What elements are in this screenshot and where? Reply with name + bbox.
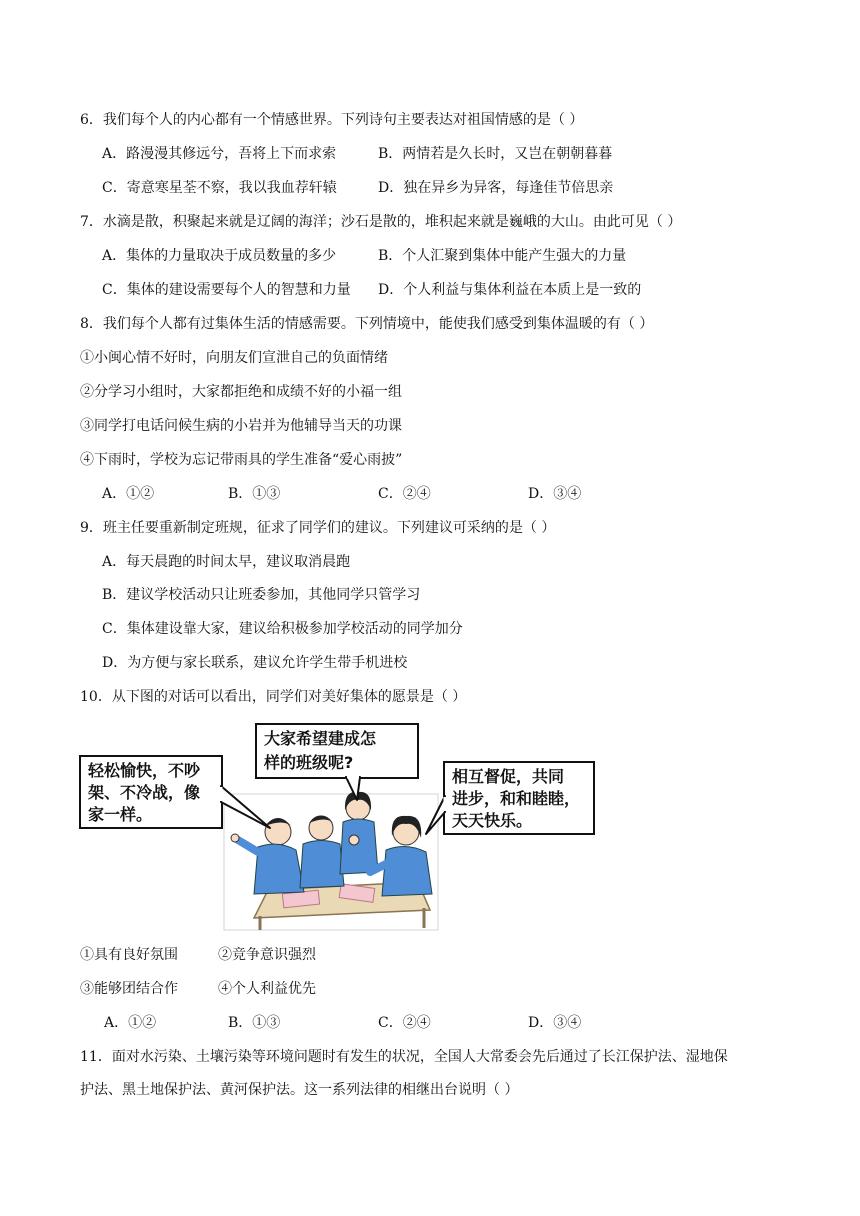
q8-statement-2: ②分学习小组时，大家都拒绝和成绩不好的小福一组 [80, 384, 402, 400]
q7-option-b: B．个人汇聚到集体中能产生强大的力量 [378, 248, 627, 264]
q10-option-b: B．①③ [228, 1015, 281, 1031]
q10-statement-3: ③能够团结合作 [80, 981, 178, 997]
question-10-stem: 10．从下图的对话可以看出，同学们对美好集体的愿景是（ ） [80, 689, 467, 705]
center-bubble-line-2: 样的班级呢? [264, 753, 354, 772]
q10-option-a: A．①② [104, 1015, 157, 1031]
q8-statement-4: ④下雨时，学校为忘记带雨具的学生准备“爱心雨披” [80, 452, 403, 468]
q6-option-d: D．独在异乡为异客，每逢佳节倍思亲 [378, 180, 614, 196]
q6-option-c: C．寄意寒星荃不察，我以我血荐轩辕 [102, 180, 337, 196]
q6-option-b: B．两情若是久长时，又岂在朝朝暮暮 [378, 146, 613, 162]
q10-statement-1: ①具有良好氛围 [80, 947, 178, 963]
q6-option-a: A．路漫漫其修远兮，吾将上下而求索 [102, 146, 337, 162]
q7-option-a: A．集体的力量取决于成员数量的多少 [102, 248, 337, 264]
left-bubble-line-1: 轻松愉快，不吵 [88, 761, 201, 780]
q8-option-d: D．③④ [528, 486, 582, 502]
question-7-stem: 7．水滴是散，积聚起来就是辽阔的海洋；沙石是散的，堆积起来就是巍峨的大山。由此可见（ ） [80, 214, 682, 230]
question-6-stem: 6．我们每个人的内心都有一个情感世界。下列诗句主要表达对祖国情感的是（ ） [80, 112, 584, 128]
q9-option-d: D．为方便与家长联系，建议允许学生带手机进校 [102, 655, 408, 671]
right-bubble-line-2: 进步，和和睦睦， [452, 789, 581, 808]
q7-option-d: D．个人利益与集体利益在本质上是一致的 [378, 282, 642, 298]
left-bubble-line-2: 架、不冷战，像 [88, 783, 201, 802]
q9-option-c: C．集体建设靠大家，建议给积极参加学校活动的同学加分 [102, 621, 463, 637]
q8-option-b: B．①③ [228, 486, 281, 502]
q7-option-c: C．集体的建设需要每个人的智慧和力量 [102, 282, 351, 298]
q8-option-a: A．①② [102, 486, 155, 502]
class-discussion-illustration [78, 722, 598, 932]
q10-option-c: C．②④ [378, 1015, 431, 1031]
q10-statement-4: ④个人利益优先 [218, 981, 316, 997]
q9-option-b: B．建议学校活动只让班委参加，其他同学只管学习 [102, 587, 421, 603]
q10-statement-2: ②竞争意识强烈 [218, 947, 316, 963]
question-8-stem: 8．我们每个人都有过集体生活的情感需要。下列情境中，能使我们感受到集体温暖的有（ ） [80, 316, 654, 332]
center-bubble-line-1: 大家希望建成怎 [264, 729, 377, 748]
question-11-stem-line-1: 11．面对水污染、土壤污染等环境问题时有发生的状况，全国人大常委会先后通过了长江保护法、湿地保 [80, 1049, 728, 1065]
q8-option-c: C．②④ [378, 486, 431, 502]
right-bubble-line-1: 相互督促，共同 [452, 767, 565, 786]
q10-option-d: D．③④ [528, 1015, 582, 1031]
question-9-stem: 9．班主任要重新制定班规，征求了同学们的建议。下列建议可采纳的是（ ） [80, 520, 556, 536]
q9-option-a: A．每天晨跑的时间太早，建议取消晨跑 [102, 554, 351, 570]
left-bubble-line-3: 家一样。 [88, 805, 153, 824]
q8-statement-3: ③同学打电话问候生病的小岩并为他辅导当天的功课 [80, 418, 402, 434]
q8-statement-1: ①小闽心情不好时，向朋友们宣泄自己的负面情绪 [80, 350, 388, 366]
right-bubble-line-3: 天天快乐。 [452, 811, 533, 830]
question-11-stem-line-2: 护法、黑土地保护法、黄河保护法。这一系列法律的相继出台说明（ ） [80, 1082, 519, 1098]
